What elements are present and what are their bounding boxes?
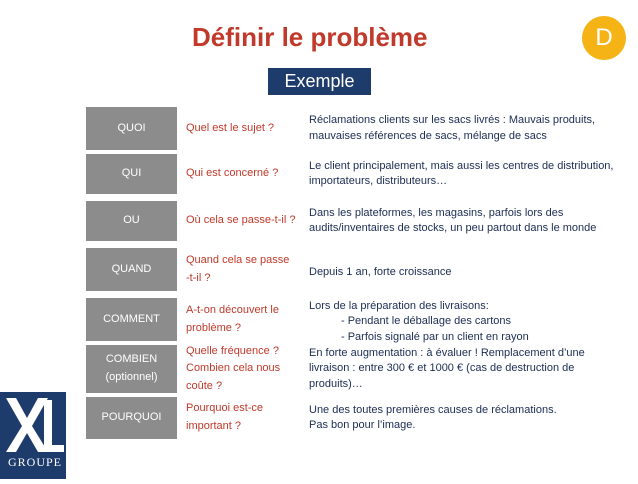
row-question-pourquoi bbox=[186, 397, 306, 439]
row-label-quand: QUAND bbox=[86, 248, 177, 291]
row-answer-quand bbox=[309, 248, 631, 298]
question-line: Pourquoi est-ce bbox=[186, 402, 264, 415]
question-line: Quelle fréquence ? bbox=[186, 344, 279, 357]
answer-line: mauvaises références de sacs, mélange de sacs bbox=[309, 129, 547, 142]
example-label: Exemple bbox=[268, 68, 371, 95]
logo-text: GROUPE bbox=[8, 455, 63, 469]
row-question-comment bbox=[186, 298, 306, 341]
row-question-qui: Qui est concerné ? bbox=[186, 167, 279, 180]
question-line: A-t-on découvert le bbox=[186, 303, 279, 316]
row-question-combien bbox=[186, 345, 306, 393]
row-label-comment: COMMENT bbox=[86, 298, 177, 341]
step-badge: D bbox=[582, 16, 626, 60]
row-answer-pourquoi bbox=[309, 397, 631, 439]
answer-line: Pas bon pour l’image. bbox=[309, 419, 416, 431]
row-question-ou: Où cela se passe-t-il ? bbox=[186, 214, 296, 227]
row-answer-quoi bbox=[309, 107, 631, 150]
question-line: Combien cela nous bbox=[186, 362, 281, 375]
row-question-quand bbox=[186, 248, 306, 291]
row-label-quoi: QUOI bbox=[86, 107, 177, 150]
row-answer-comment bbox=[309, 298, 631, 346]
answer-line: livraison : entre 300 € et 1000 € (cas de destruction de bbox=[309, 362, 575, 375]
page-title: Définir le problème bbox=[192, 22, 428, 52]
row-answer-qui bbox=[309, 154, 631, 194]
answer-line: En forte augmentation : à évaluer ! Remplacement d’une bbox=[309, 346, 585, 359]
row-label-pourquoi: POURQUOI bbox=[86, 397, 177, 439]
row-answer-ou bbox=[309, 201, 631, 241]
answer-bullet: - Parfois signalé par un client en rayon bbox=[341, 330, 529, 343]
question-line: problème ? bbox=[186, 321, 242, 334]
answer-line: Depuis 1 an, forte croissance bbox=[309, 266, 452, 279]
question-line: important ? bbox=[186, 420, 242, 432]
question-line: -t-il ? bbox=[186, 271, 211, 284]
row-label-ou: OU bbox=[86, 201, 177, 241]
answer-line: importateurs, distributeurs… bbox=[309, 175, 448, 187]
answer-line: Dans les plateformes, les magasins, parfois lors des bbox=[309, 206, 564, 219]
row-question-quoi: Quel est le sujet ? bbox=[186, 121, 275, 134]
answer-line: produits)… bbox=[309, 377, 363, 390]
row-answer-combien bbox=[309, 345, 631, 393]
row-label-combien bbox=[86, 345, 177, 393]
row-label-qui: QUI bbox=[86, 154, 177, 194]
question-line: Quand cela se passe bbox=[186, 253, 290, 266]
answer-line: Une des toutes premières causes de réclamations. bbox=[309, 403, 557, 416]
answer-line: Réclamations clients sur les sacs livrés : Mauvais produits, bbox=[309, 114, 596, 127]
label-line: COMBIEN bbox=[105, 353, 158, 366]
answer-line: Le client principalement, mais aussi les centres de distribution, bbox=[309, 159, 614, 172]
question-line: coûte ? bbox=[186, 379, 223, 392]
label-line: (optionnel) bbox=[105, 371, 158, 383]
answer-line: Lors de la préparation des livraisons: bbox=[309, 299, 489, 312]
answer-bullet: - Pendant le déballage des cartons bbox=[341, 315, 512, 328]
answer-line: audits/inventaires de stocks, un peu partout dans le monde bbox=[309, 222, 597, 234]
